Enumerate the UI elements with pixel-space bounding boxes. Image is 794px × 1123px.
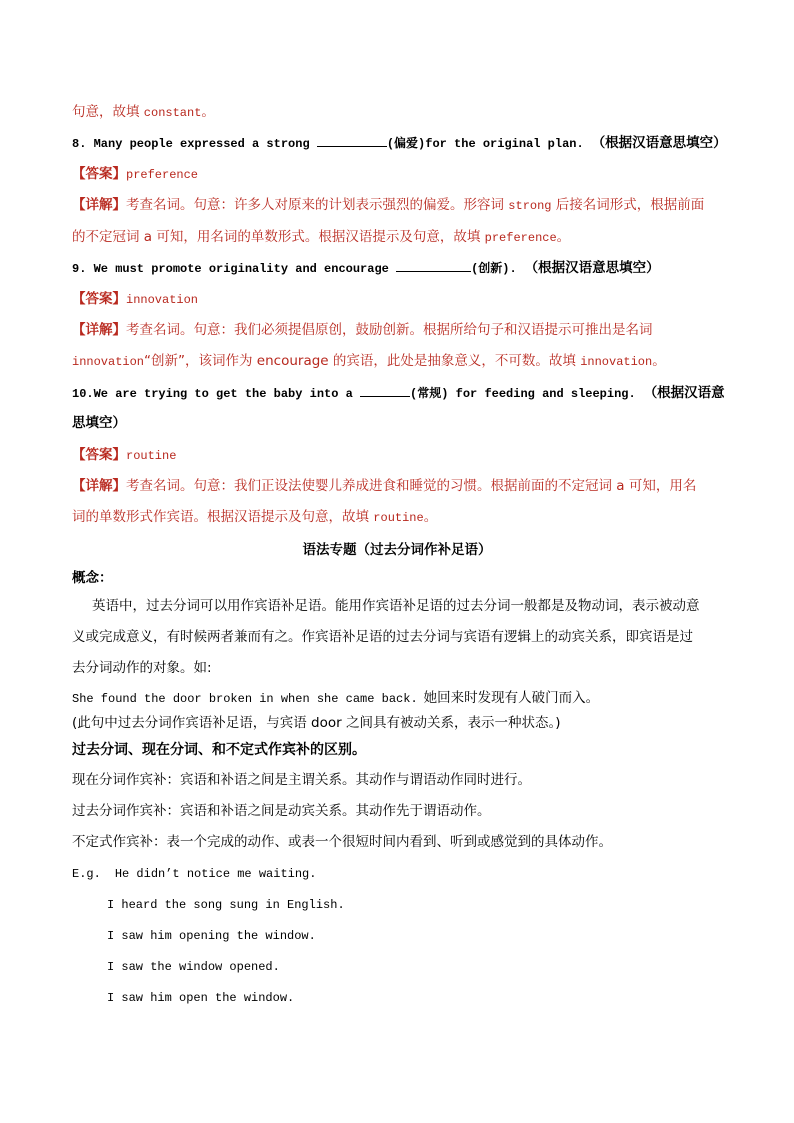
- answer-word: constant: [143, 106, 202, 120]
- example-english: She found the door broken in when she came back.: [72, 692, 418, 706]
- concept-paragraph-line3: 去分词动作的对象。如:: [72, 660, 212, 676]
- text: 考查名词。句意：许多人对原来的计划表示强烈的偏爱。形容词: [126, 197, 509, 213]
- question-text: (创新).: [471, 262, 517, 276]
- detail-label: 【详解】: [72, 478, 126, 494]
- difference-present-participle: 现在分词作宾补：宾语和补语之间是主谓关系。其动作与谓语动作同时进行。: [72, 772, 531, 788]
- example-sentence: [72, 688, 722, 709]
- text: 的不定冠词 a 可知，用名词的单数形式。根据汉语提示及句意，故填: [72, 229, 485, 245]
- difference-infinitive: 不定式作宾补：表一个完成的动作、或表一个很短时间内看到、听到或感觉到的具体动作。: [72, 834, 612, 850]
- detail-10-line1: [72, 476, 722, 496]
- answer-blank: [317, 134, 387, 147]
- answer-label: 【答案】: [72, 447, 126, 463]
- question-text: 8. Many people expressed a strong: [72, 137, 317, 151]
- example-note: (此句中过去分词作宾语补足语，与宾语 door 之间具有被动关系，表示一种状态。): [72, 715, 561, 731]
- question-text: 9. We must promote originality and encourage: [72, 262, 397, 276]
- answer-value: routine: [126, 449, 177, 463]
- answer-blank: [396, 259, 471, 272]
- question-instruction: 思填空）: [72, 415, 126, 431]
- detail-8-line1: [72, 195, 722, 216]
- question-10-wrap: [72, 413, 722, 433]
- example-1: [72, 864, 722, 884]
- question-text: (偏爱)for the original plan.: [386, 137, 584, 151]
- concept-paragraph-line1: 英语中，过去分词可以用作宾语补足语。能用作宾语补足语的过去分词一般都是及物动词，表示被动意: [92, 598, 700, 614]
- text: 。: [556, 229, 571, 245]
- eg-label: E.g.: [72, 867, 101, 881]
- question-9: [72, 258, 722, 279]
- example-3: I saw him opening the window.: [107, 929, 316, 943]
- example-text: He didn’t notice me waiting.: [114, 867, 317, 881]
- example-chinese: 她回来时发现有人破门而入。: [423, 690, 600, 706]
- detail-8-line2: [72, 227, 722, 248]
- question-text: 10.We are trying to get the baby into a: [72, 387, 361, 401]
- text: 后接名词形式，根据前面: [551, 197, 705, 213]
- answer-blank: [360, 384, 410, 397]
- example-5: I saw him open the window.: [107, 991, 295, 1005]
- explanation-tail: [72, 102, 722, 123]
- question-instruction: （根据汉语意思填空）: [524, 260, 660, 276]
- question-instruction: （根据汉语意思填空）: [591, 135, 727, 151]
- text: 。: [201, 104, 215, 120]
- text: 句意，故填: [72, 104, 144, 120]
- section-title: 语法专题（过去分词作补足语）: [302, 542, 492, 558]
- text: “创新”，该词作为 encourage 的宾语，此处是抽象意义，不可数。故填: [144, 353, 581, 369]
- answer-9: [72, 289, 722, 310]
- answer-value: innovation: [126, 293, 199, 307]
- text: 。: [423, 509, 438, 525]
- text: 考查名词。句意：我们必须提倡原创，鼓励创新。根据所给句子和汉语提示可推出是名词: [126, 322, 653, 338]
- answer-8: [72, 164, 722, 185]
- text: 词的单数形式作宾语。根据汉语提示及句意，故填: [72, 509, 374, 525]
- difference-title: 过去分词、现在分词、和不定式作宾补的区别。: [72, 742, 366, 758]
- text: innovation: [72, 355, 145, 369]
- text: innovation: [580, 355, 653, 369]
- detail-10-line2: [72, 507, 722, 528]
- detail-9-line2: [72, 351, 722, 372]
- concept-paragraph-line2: 义或完成意义，有时候两者兼而有之。作宾语补足语的过去分词与宾语有逻辑上的动宾关系，即宾语是过: [72, 629, 693, 645]
- detail-label: 【详解】: [72, 197, 126, 213]
- detail-label: 【详解】: [72, 322, 126, 338]
- text: 。: [652, 353, 666, 369]
- text: 考查名词。句意：我们正设法使婴儿养成进食和睡觉的习惯。根据前面的不定冠词 a 可知，用名: [126, 478, 697, 494]
- answer-value: preference: [126, 168, 199, 182]
- text: strong: [508, 199, 552, 213]
- answer-label: 【答案】: [72, 291, 126, 307]
- concept-label: 概念：: [72, 570, 113, 586]
- text: preference: [484, 231, 557, 245]
- answer-10: [72, 445, 722, 466]
- example-2: I heard the song sung in English.: [107, 898, 345, 912]
- question-8: [72, 133, 727, 154]
- question-10: [72, 383, 725, 404]
- detail-9-line1: [72, 320, 722, 340]
- answer-label: 【答案】: [72, 166, 126, 182]
- question-instruction: （根据汉语意: [643, 385, 725, 401]
- example-4: I saw the window opened.: [107, 960, 280, 974]
- question-text: (常规) for feeding and sleeping.: [410, 387, 636, 401]
- difference-past-participle: 过去分词作宾补：宾语和补语之间是动宾关系。其动作先于谓语动作。: [72, 803, 491, 819]
- text: routine: [373, 511, 424, 525]
